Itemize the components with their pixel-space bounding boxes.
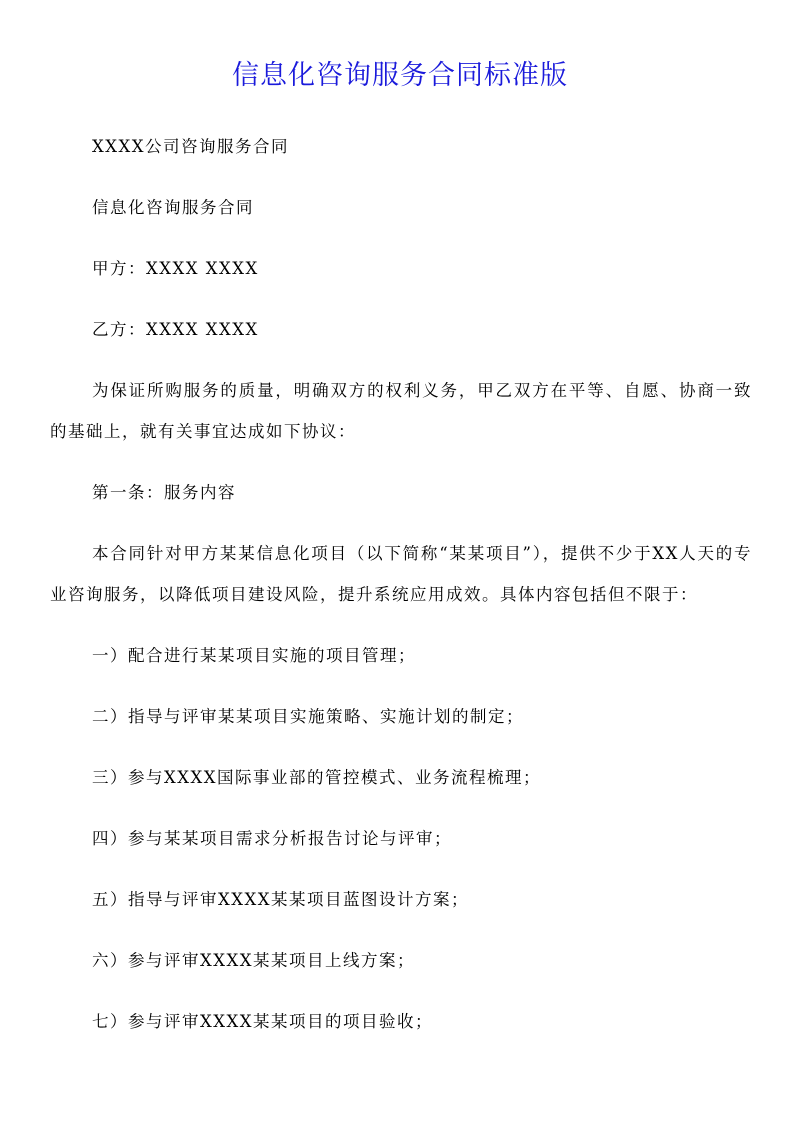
list-item: 四）参与某某项目需求分析报告讨论与评审； [92, 829, 452, 848]
contract-subtitle: 信息化咨询服务合同 [92, 198, 254, 217]
list-item: 七）参与评审XXXX某某项目的项目验收； [92, 1012, 433, 1031]
list-item: 三）参与XXXX国际事业部的管控模式、业务流程梳理； [92, 768, 541, 787]
contract-name: XXXX公司咨询服务合同 [92, 137, 289, 156]
preamble-paragraph: 为保证所购服务的质量，明确双方的权利义务，甲乙双方在平等、自愿、协商一致的基础上，就有关事宜达成如下协议： [50, 381, 752, 441]
document-title: 信息化咨询服务合同标准版 [232, 60, 568, 91]
article-1-paragraph: 本合同针对甲方某某信息化项目（以下简称“某某项目”），提供不少于XX人天的专业咨询服务，以降低项目建设风险，提升系统应用成效。具体内容包括但不限于： [50, 544, 752, 604]
list-item: 五）指导与评审XXXX某某项目蓝图设计方案； [92, 890, 469, 909]
party-a: 甲方：XXXX XXXX [92, 259, 259, 278]
list-item: 六）参与评审XXXX某某项目上线方案； [92, 951, 415, 970]
party-b: 乙方：XXXX XXXX [92, 320, 259, 339]
list-item: 一）配合进行某某项目实施的项目管理； [92, 646, 416, 665]
list-item: 二）指导与评审某某项目实施策略、实施计划的制定； [92, 707, 524, 726]
article-1-heading: 第一条：服务内容 [92, 483, 236, 502]
document-body [50, 126, 752, 1062]
